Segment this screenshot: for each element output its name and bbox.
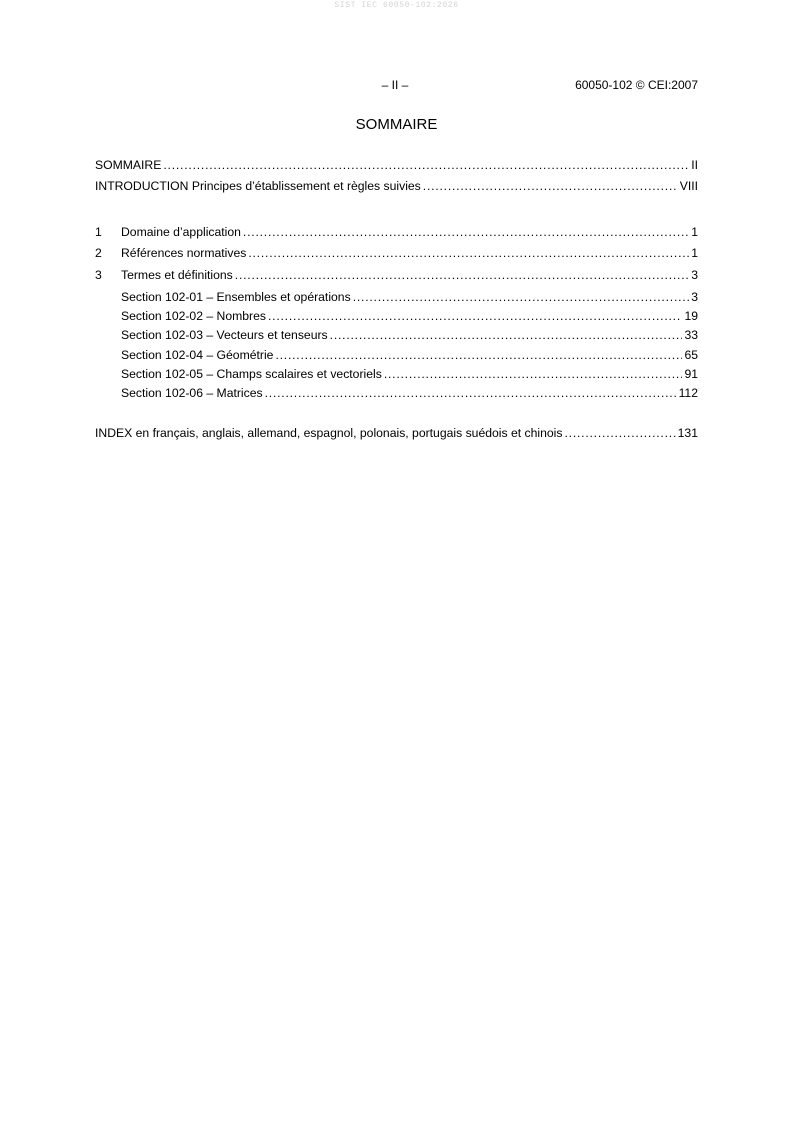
- dot-leader: [235, 268, 689, 282]
- toc-entry-page: 91: [684, 367, 698, 381]
- toc-entry-page: 3: [691, 290, 698, 304]
- toc-entry-page: 112: [678, 386, 698, 400]
- toc-entry-label: Section 102-01 – Ensembles et opérations: [121, 290, 351, 304]
- toc-entry-page: 33: [684, 328, 698, 342]
- toc-entry-number: 3: [95, 268, 102, 282]
- toc-entry-label: Domaine d’application: [121, 225, 241, 239]
- toc-entry-number: 2: [95, 246, 102, 260]
- toc-entry-chapter-3[interactable]: [95, 268, 698, 284]
- toc-entry-label: SOMMAIRE: [95, 158, 162, 172]
- dot-leader: [275, 348, 682, 362]
- toc-entry-label: Section 102-04 – Géométrie: [121, 348, 274, 362]
- page-number: – II –: [381, 78, 409, 92]
- toc-entry-section-102-03[interactable]: [121, 328, 698, 344]
- toc-entry-label: Section 102-06 – Matrices: [121, 386, 263, 400]
- toc-entry-page: 1: [691, 225, 698, 239]
- watermark: SIST IEC 60050-102:2026: [334, 1, 459, 10]
- toc-entry-label: Section 102-02 – Nombres: [121, 309, 266, 323]
- toc-entry-label: Termes et définitions: [121, 268, 233, 282]
- toc-entry-label: Section 102-03 – Vecteurs et tenseurs: [121, 328, 328, 342]
- document-reference: 60050-102 © CEI:2007: [575, 78, 698, 92]
- toc-entry-page: 1: [691, 246, 698, 260]
- dot-leader: [353, 290, 690, 304]
- dot-leader: [564, 426, 675, 440]
- toc-entry-sommaire[interactable]: [95, 158, 698, 174]
- page-title: SOMMAIRE: [355, 116, 438, 133]
- dot-leader: [330, 328, 683, 342]
- toc-entry-page: 65: [684, 348, 698, 362]
- toc-entry-page: 19: [684, 309, 698, 323]
- toc-entry-number: 1: [95, 225, 102, 239]
- toc-entry-section-102-04[interactable]: [121, 348, 698, 364]
- toc-entry-label: Section 102-05 – Champs scalaires et vectoriels: [121, 367, 382, 381]
- toc-entry-label: INDEX en français, anglais, allemand, espagnol, polonais, portugais suédois et chinois: [95, 426, 563, 440]
- toc-entry-section-102-02[interactable]: [121, 309, 698, 325]
- toc-entry-chapter-1[interactable]: [95, 225, 698, 241]
- dot-leader: [163, 158, 689, 172]
- dot-leader: [248, 246, 689, 260]
- toc-entry-page: 3: [691, 268, 698, 282]
- toc-entry-section-102-05[interactable]: [121, 367, 698, 383]
- dot-leader: [243, 225, 689, 239]
- toc-entry-section-102-06[interactable]: [121, 386, 698, 402]
- toc-entry-index[interactable]: [95, 426, 698, 442]
- dot-leader: [265, 386, 677, 400]
- toc-entry-section-102-01[interactable]: [121, 290, 698, 306]
- toc-entry-chapter-2[interactable]: [95, 246, 698, 262]
- toc-entry-page: 131: [677, 426, 698, 440]
- dot-leader: [384, 367, 683, 381]
- toc-entry-introduction[interactable]: [95, 179, 698, 195]
- dot-leader: [268, 309, 682, 323]
- dot-leader: [423, 179, 678, 193]
- toc-entry-page: VIII: [679, 179, 698, 193]
- toc-entry-page: II: [691, 158, 698, 172]
- toc-entry-label: INTRODUCTION Principes d’établissement et règles suivies: [95, 179, 421, 193]
- toc-entry-label: Références normatives: [121, 246, 247, 260]
